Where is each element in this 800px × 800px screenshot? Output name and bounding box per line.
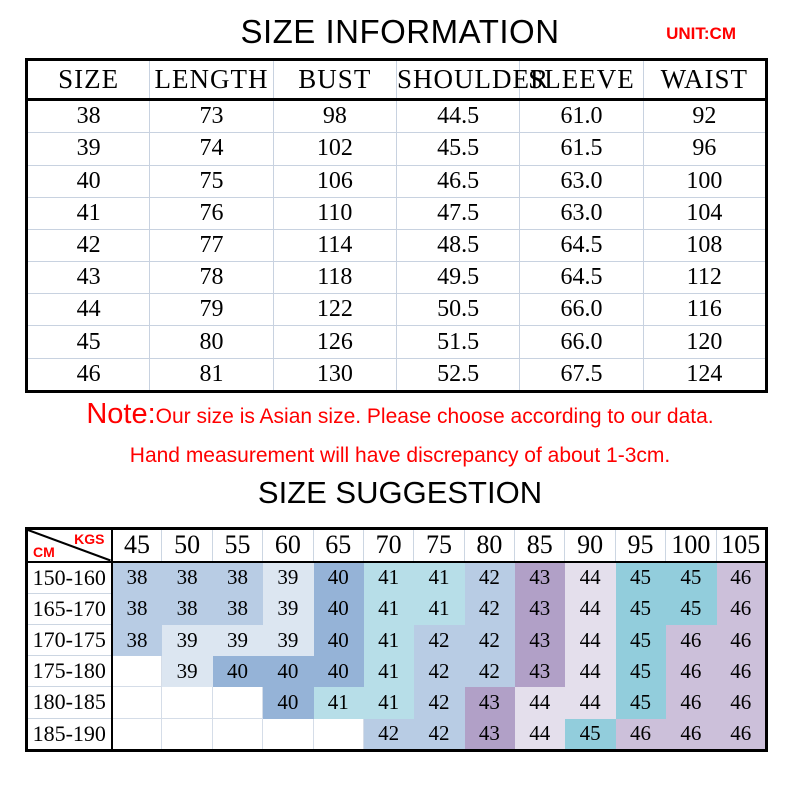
cm-row-header: 185-190 <box>27 718 112 750</box>
size-cell: 116 <box>643 294 766 326</box>
size-cell: 50.5 <box>396 294 519 326</box>
empty-cell <box>112 687 162 718</box>
suggestion-cell: 45 <box>666 562 716 594</box>
size-cell: 42 <box>27 229 150 261</box>
size-cell: 92 <box>643 100 766 133</box>
size-cell: 102 <box>273 133 396 165</box>
size-cell: 126 <box>273 326 396 358</box>
table-row <box>27 358 767 391</box>
size-cell: 61.5 <box>520 133 643 165</box>
suggestion-cell: 41 <box>363 656 413 687</box>
suggestion-cell: 44 <box>565 656 615 687</box>
suggestion-cell: 46 <box>666 624 716 655</box>
size-cell: 52.5 <box>396 358 519 391</box>
suggestion-title: SIZE SUGGESTION <box>257 475 543 510</box>
kgs-column-header: 100 <box>666 529 716 562</box>
size-cell: 118 <box>273 262 396 294</box>
suggestion-cell: 39 <box>263 562 313 594</box>
suggestion-cell: 46 <box>666 687 716 718</box>
size-cell: 104 <box>643 197 766 229</box>
table-row <box>27 562 767 594</box>
table-row <box>27 229 767 261</box>
size-cell: 79 <box>150 294 273 326</box>
suggestion-cell: 45 <box>615 593 665 624</box>
kgs-column-header: 105 <box>716 529 767 562</box>
size-cell: 81 <box>150 358 273 391</box>
size-cell: 45.5 <box>396 133 519 165</box>
suggestion-cell: 43 <box>464 687 514 718</box>
table-row <box>27 624 767 655</box>
suggestion-cell: 43 <box>464 718 514 750</box>
size-cell: 120 <box>643 326 766 358</box>
suggestion-cell: 41 <box>363 687 413 718</box>
note-prefix: Note: <box>86 398 156 430</box>
suggestion-table-head <box>27 529 767 562</box>
suggestion-cell: 41 <box>414 562 464 594</box>
column-header-length: LENGTH <box>150 60 273 100</box>
size-cell: 46 <box>27 358 150 391</box>
corner-cell <box>27 529 112 562</box>
kgs-column-header: 85 <box>515 529 565 562</box>
suggestion-cell: 42 <box>464 624 514 655</box>
size-cell: 74 <box>150 133 273 165</box>
kgs-column-header: 80 <box>464 529 514 562</box>
size-cell: 40 <box>27 165 150 197</box>
kgs-label: KGS <box>74 531 105 547</box>
suggestion-cell: 46 <box>716 593 767 624</box>
size-cell: 78 <box>150 262 273 294</box>
table-row <box>27 687 767 718</box>
suggestion-cell: 40 <box>313 593 363 624</box>
kgs-column-header: 60 <box>263 529 313 562</box>
column-header-shoulder: SHOULDER <box>396 60 519 100</box>
size-cell: 51.5 <box>396 326 519 358</box>
empty-cell <box>313 718 363 750</box>
kgs-column-header: 45 <box>112 529 162 562</box>
table-row <box>27 133 767 165</box>
suggestion-cell: 38 <box>162 562 212 594</box>
suggestion-cell: 44 <box>565 593 615 624</box>
size-cell: 73 <box>150 100 273 133</box>
empty-cell <box>162 718 212 750</box>
cm-row-header: 170-175 <box>27 624 112 655</box>
column-header-waist: WAIST <box>643 60 766 100</box>
suggestion-cell: 39 <box>162 656 212 687</box>
suggestion-cell: 44 <box>515 718 565 750</box>
size-cell: 114 <box>273 229 396 261</box>
table-row <box>27 593 767 624</box>
size-cell: 38 <box>27 100 150 133</box>
suggestion-cell: 38 <box>112 593 162 624</box>
suggestion-cell: 40 <box>313 562 363 594</box>
size-cell: 122 <box>273 294 396 326</box>
suggestion-cell: 39 <box>212 624 262 655</box>
size-cell: 44.5 <box>396 100 519 133</box>
size-cell: 63.0 <box>520 197 643 229</box>
size-cell: 100 <box>643 165 766 197</box>
suggestion-cell: 40 <box>263 687 313 718</box>
kgs-column-header: 65 <box>313 529 363 562</box>
suggestion-cell: 46 <box>716 624 767 655</box>
size-information-table <box>25 58 768 393</box>
size-cell: 43 <box>27 262 150 294</box>
suggestion-cell: 44 <box>565 624 615 655</box>
suggestion-cell: 45 <box>565 718 615 750</box>
empty-cell <box>263 718 313 750</box>
cm-label: CM <box>33 543 55 560</box>
size-suggestion-table <box>25 527 768 752</box>
table-row <box>27 718 767 750</box>
suggestion-cell: 46 <box>716 718 767 750</box>
header-row <box>27 60 767 100</box>
suggestion-cell: 46 <box>666 656 716 687</box>
kgs-column-header: 95 <box>615 529 665 562</box>
size-cell: 64.5 <box>520 229 643 261</box>
suggestion-cell: 38 <box>112 624 162 655</box>
suggestion-cell: 43 <box>515 624 565 655</box>
suggestion-cell: 40 <box>212 656 262 687</box>
page-title: SIZE INFORMATION <box>240 13 560 50</box>
suggestion-cell: 39 <box>263 593 313 624</box>
size-cell: 63.0 <box>520 165 643 197</box>
table-row <box>27 262 767 294</box>
column-header-size: SIZE <box>27 60 150 100</box>
suggestion-cell: 42 <box>464 562 514 594</box>
size-cell: 67.5 <box>520 358 643 391</box>
note-line-1 <box>0 398 800 431</box>
suggestion-cell: 38 <box>212 562 262 594</box>
size-cell: 76 <box>150 197 273 229</box>
size-cell: 64.5 <box>520 262 643 294</box>
kgs-column-header: 55 <box>212 529 262 562</box>
size-cell: 75 <box>150 165 273 197</box>
suggestion-cell: 42 <box>414 687 464 718</box>
info-table-body <box>27 100 767 392</box>
suggestion-cell: 45 <box>615 624 665 655</box>
size-cell: 124 <box>643 358 766 391</box>
suggestion-cell: 45 <box>615 562 665 594</box>
suggestion-cell: 46 <box>666 718 716 750</box>
suggestion-cell: 46 <box>716 656 767 687</box>
suggestion-cell: 42 <box>464 656 514 687</box>
size-cell: 46.5 <box>396 165 519 197</box>
size-cell: 48.5 <box>396 229 519 261</box>
info-table-head <box>27 60 767 100</box>
kgs-column-header: 75 <box>414 529 464 562</box>
suggestion-cell: 41 <box>363 624 413 655</box>
cm-row-header: 165-170 <box>27 593 112 624</box>
suggestion-cell: 41 <box>363 562 413 594</box>
suggestion-cell: 41 <box>363 593 413 624</box>
suggestion-cell: 46 <box>716 562 767 594</box>
size-cell: 98 <box>273 100 396 133</box>
note-line-2: Hand measurement will have discrepancy of about 1-3cm. <box>129 444 671 467</box>
suggestion-cell: 42 <box>414 718 464 750</box>
empty-cell <box>212 718 262 750</box>
size-cell: 44 <box>27 294 150 326</box>
size-cell: 39 <box>27 133 150 165</box>
cm-row-header: 175-180 <box>27 656 112 687</box>
cm-row-header: 180-185 <box>27 687 112 718</box>
suggestion-cell: 44 <box>515 687 565 718</box>
suggestion-cell: 43 <box>515 562 565 594</box>
suggestion-cell: 38 <box>162 593 212 624</box>
suggestion-cell: 45 <box>666 593 716 624</box>
size-cell: 49.5 <box>396 262 519 294</box>
size-cell: 112 <box>643 262 766 294</box>
suggestion-cell: 40 <box>263 656 313 687</box>
suggestion-cell: 46 <box>615 718 665 750</box>
kgs-column-header: 70 <box>363 529 413 562</box>
size-cell: 130 <box>273 358 396 391</box>
table-row <box>27 100 767 133</box>
suggestion-cell: 40 <box>313 624 363 655</box>
suggestion-cell: 40 <box>313 656 363 687</box>
size-cell: 108 <box>643 229 766 261</box>
empty-cell <box>112 656 162 687</box>
size-cell: 45 <box>27 326 150 358</box>
size-cell: 96 <box>643 133 766 165</box>
suggestion-cell: 38 <box>212 593 262 624</box>
header-row <box>27 529 767 562</box>
suggestion-cell: 42 <box>414 624 464 655</box>
suggestion-cell: 42 <box>414 656 464 687</box>
suggestion-cell: 41 <box>313 687 363 718</box>
table-row <box>27 656 767 687</box>
suggestion-cell: 45 <box>615 687 665 718</box>
suggestion-cell: 39 <box>162 624 212 655</box>
table-row <box>27 197 767 229</box>
empty-cell <box>112 718 162 750</box>
size-cell: 106 <box>273 165 396 197</box>
kgs-column-header: 90 <box>565 529 615 562</box>
empty-cell <box>162 687 212 718</box>
size-cell: 80 <box>150 326 273 358</box>
size-cell: 66.0 <box>520 294 643 326</box>
suggestion-table-body <box>27 562 767 751</box>
size-cell: 110 <box>273 197 396 229</box>
kgs-column-header: 50 <box>162 529 212 562</box>
suggestion-cell: 39 <box>263 624 313 655</box>
suggestion-cell: 38 <box>112 562 162 594</box>
column-header-sleeve: SLEEVE <box>520 60 643 100</box>
cm-row-header: 150-160 <box>27 562 112 594</box>
table-row <box>27 294 767 326</box>
suggestion-cell: 41 <box>414 593 464 624</box>
suggestion-cell: 46 <box>716 687 767 718</box>
suggestion-cell: 42 <box>363 718 413 750</box>
table-row <box>27 326 767 358</box>
unit-label: UNIT:CM <box>666 24 736 43</box>
suggestion-cell: 45 <box>615 656 665 687</box>
suggestion-cell: 42 <box>464 593 514 624</box>
size-cell: 41 <box>27 197 150 229</box>
empty-cell <box>212 687 262 718</box>
table-row <box>27 165 767 197</box>
note-text: Our size is Asian size. Please choose according to our data. <box>155 405 714 428</box>
column-header-bust: BUST <box>273 60 396 100</box>
size-cell: 61.0 <box>520 100 643 133</box>
suggestion-cell: 43 <box>515 593 565 624</box>
suggestion-cell: 44 <box>565 562 615 594</box>
size-cell: 66.0 <box>520 326 643 358</box>
suggestion-cell: 44 <box>565 687 615 718</box>
suggestion-cell: 43 <box>515 656 565 687</box>
size-cell: 77 <box>150 229 273 261</box>
size-cell: 47.5 <box>396 197 519 229</box>
